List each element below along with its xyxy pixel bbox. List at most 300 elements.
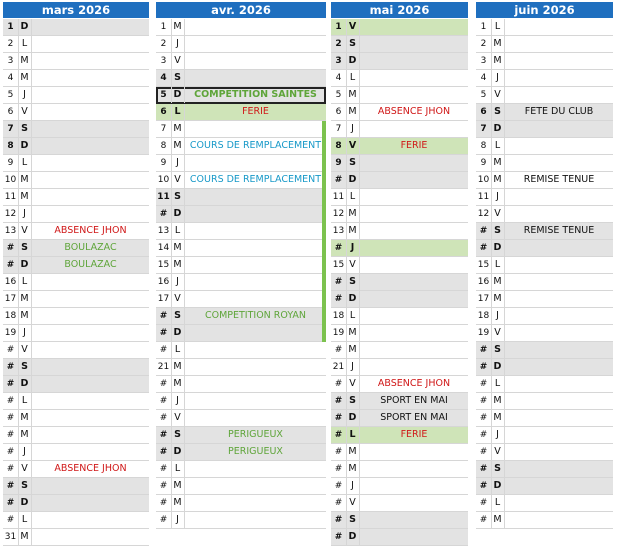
day-row[interactable]	[156, 36, 326, 53]
day-row[interactable]	[476, 172, 613, 189]
day-row[interactable]	[3, 342, 149, 359]
day-row[interactable]	[3, 19, 149, 36]
day-row[interactable]	[476, 274, 613, 291]
day-number: 12	[331, 206, 347, 222]
day-row[interactable]	[156, 291, 326, 308]
day-row[interactable]	[476, 444, 613, 461]
weekday-letter: V	[491, 206, 505, 222]
day-row[interactable]	[331, 529, 468, 546]
weekday-letter: L	[18, 274, 32, 290]
weekday-letter: M	[171, 478, 185, 494]
weekday-letter: D	[346, 172, 360, 188]
month-title: avr. 2026	[156, 2, 326, 18]
weekday-letter: S	[18, 121, 32, 137]
day-row[interactable]	[331, 206, 468, 223]
day-row[interactable]	[331, 325, 468, 342]
day-row[interactable]	[3, 461, 149, 478]
day-number: #	[476, 223, 492, 239]
day-row[interactable]	[476, 512, 613, 529]
day-row[interactable]	[156, 53, 326, 70]
day-row[interactable]	[331, 308, 468, 325]
day-number: #	[156, 308, 172, 324]
event-label: BOULAZAC	[64, 259, 117, 270]
day-row[interactable]	[331, 223, 468, 240]
day-number: #	[331, 376, 347, 392]
day-row[interactable]	[156, 172, 326, 189]
weekday-letter: J	[18, 444, 32, 460]
day-row[interactable]	[156, 138, 326, 155]
weekday-letter: S	[346, 36, 360, 52]
day-row[interactable]	[476, 223, 613, 240]
day-row[interactable]	[476, 308, 613, 325]
weekday-letter: L	[491, 138, 505, 154]
weekday-letter: J	[491, 308, 505, 324]
day-number: #	[156, 512, 172, 528]
day-row[interactable]	[156, 461, 326, 478]
weekday-letter: D	[346, 53, 360, 69]
day-row[interactable]	[331, 478, 468, 495]
day-row[interactable]	[476, 376, 613, 393]
month-title: juin 2026	[476, 2, 613, 18]
weekday-letter: J	[491, 189, 505, 205]
day-row[interactable]	[331, 104, 468, 121]
weekday-letter: S	[491, 223, 505, 239]
day-row[interactable]	[331, 240, 468, 257]
day-number: 3	[3, 53, 19, 69]
weekday-letter: M	[18, 189, 32, 205]
day-number: #	[3, 376, 19, 392]
day-number: #	[156, 461, 172, 477]
day-number: #	[3, 359, 19, 375]
day-number: 2	[156, 36, 172, 52]
day-number: 3	[331, 53, 347, 69]
day-list	[3, 19, 149, 546]
day-row[interactable]	[331, 121, 468, 138]
month-june	[476, 2, 613, 529]
weekday-letter: L	[491, 376, 505, 392]
day-row[interactable]	[3, 223, 149, 240]
day-row[interactable]	[331, 376, 468, 393]
period-bar	[322, 223, 326, 240]
day-row[interactable]	[3, 478, 149, 495]
weekday-letter: L	[491, 19, 505, 35]
weekday-letter: V	[346, 138, 360, 154]
day-row[interactable]	[156, 308, 326, 325]
day-number: 1	[476, 19, 492, 35]
day-number: 18	[476, 308, 492, 324]
day-number: #	[476, 512, 492, 528]
weekday-letter: J	[491, 70, 505, 86]
day-row[interactable]	[3, 410, 149, 427]
day-number: 19	[331, 325, 347, 341]
day-number: 9	[3, 155, 19, 171]
day-row[interactable]	[476, 138, 613, 155]
period-bar	[322, 138, 326, 155]
day-row[interactable]	[156, 87, 326, 104]
day-number: #	[476, 427, 492, 443]
day-row[interactable]	[156, 257, 326, 274]
day-row[interactable]	[476, 478, 613, 495]
weekday-letter: V	[171, 53, 185, 69]
day-number: 12	[3, 206, 19, 222]
day-row[interactable]	[331, 427, 468, 444]
day-number: 16	[476, 274, 492, 290]
day-row[interactable]	[156, 223, 326, 240]
weekday-letter: M	[171, 240, 185, 256]
period-bar	[322, 189, 326, 206]
day-number: #	[331, 410, 347, 426]
day-row[interactable]	[476, 240, 613, 257]
weekday-letter: J	[491, 427, 505, 443]
period-bar	[322, 257, 326, 274]
day-number: 18	[3, 308, 19, 324]
event-label: FERIE	[400, 140, 428, 151]
day-row[interactable]	[3, 172, 149, 189]
event-label: PERIGUEUX	[228, 429, 283, 440]
day-number: #	[476, 342, 492, 358]
event-label: BOULAZAC	[64, 242, 117, 253]
day-row[interactable]	[476, 189, 613, 206]
day-row[interactable]	[3, 512, 149, 529]
day-row[interactable]	[331, 393, 468, 410]
day-number: #	[331, 274, 347, 290]
day-number: 21	[156, 359, 172, 375]
day-number: 8	[476, 138, 492, 154]
day-number: #	[476, 495, 492, 511]
day-row[interactable]	[156, 393, 326, 410]
day-number: 7	[476, 121, 492, 137]
day-number: #	[156, 393, 172, 409]
day-row[interactable]	[476, 53, 613, 70]
day-row[interactable]	[331, 291, 468, 308]
period-bar	[322, 240, 326, 257]
day-row[interactable]	[476, 410, 613, 427]
day-number: #	[476, 393, 492, 409]
day-number: 15	[476, 257, 492, 273]
event-label: COURS DE REMPLACEMENT	[189, 140, 322, 151]
day-number: 17	[3, 291, 19, 307]
day-number: 14	[156, 240, 172, 256]
day-number: 10	[3, 172, 19, 188]
day-number: #	[3, 444, 19, 460]
day-number: #	[156, 427, 172, 443]
day-number: 4	[3, 70, 19, 86]
day-row[interactable]	[476, 19, 613, 36]
day-row[interactable]	[476, 206, 613, 223]
day-row[interactable]	[156, 70, 326, 87]
day-number: #	[3, 410, 19, 426]
day-row[interactable]	[156, 274, 326, 291]
day-row[interactable]	[3, 104, 149, 121]
weekday-letter: J	[171, 274, 185, 290]
weekday-letter: L	[18, 36, 32, 52]
day-number: 31	[3, 529, 19, 545]
day-number: 5	[331, 87, 347, 103]
day-row[interactable]	[3, 138, 149, 155]
day-number: 6	[156, 104, 172, 120]
weekday-letter: S	[18, 359, 32, 375]
day-row[interactable]	[156, 104, 326, 121]
day-row[interactable]	[3, 325, 149, 342]
day-row[interactable]	[3, 308, 149, 325]
day-row[interactable]	[156, 359, 326, 376]
day-row[interactable]	[331, 87, 468, 104]
day-row[interactable]	[156, 121, 326, 138]
day-number: 7	[331, 121, 347, 137]
period-bar	[322, 308, 326, 325]
day-row[interactable]	[331, 257, 468, 274]
weekday-letter: D	[346, 291, 360, 307]
day-number: 13	[331, 223, 347, 239]
day-row[interactable]	[3, 393, 149, 410]
weekday-letter: J	[171, 36, 185, 52]
day-number: 12	[476, 206, 492, 222]
day-number: #	[156, 342, 172, 358]
event-label: ABSENCE JHON	[377, 106, 451, 117]
weekday-letter: M	[346, 444, 360, 460]
weekday-letter: M	[171, 121, 185, 137]
day-row[interactable]	[331, 495, 468, 512]
day-row[interactable]	[156, 189, 326, 206]
day-row[interactable]	[3, 240, 149, 257]
day-row[interactable]	[331, 19, 468, 36]
day-row[interactable]	[476, 325, 613, 342]
weekday-letter: D	[491, 478, 505, 494]
month-title: mars 2026	[3, 2, 149, 18]
day-number: 13	[156, 223, 172, 239]
period-bar	[322, 121, 326, 138]
weekday-letter: M	[18, 308, 32, 324]
weekday-letter: M	[346, 325, 360, 341]
day-row[interactable]	[3, 376, 149, 393]
day-number: 17	[156, 291, 172, 307]
day-row[interactable]	[3, 274, 149, 291]
day-row[interactable]	[331, 172, 468, 189]
day-number: #	[3, 342, 19, 358]
day-row[interactable]	[3, 206, 149, 223]
day-row[interactable]	[3, 53, 149, 70]
day-number: 13	[3, 223, 19, 239]
weekday-letter: J	[346, 478, 360, 494]
day-row[interactable]	[156, 376, 326, 393]
day-number: #	[331, 172, 347, 188]
day-row[interactable]	[3, 444, 149, 461]
weekday-letter: J	[346, 359, 360, 375]
day-number: 18	[331, 308, 347, 324]
day-row[interactable]	[476, 70, 613, 87]
day-row[interactable]	[476, 495, 613, 512]
day-row[interactable]	[476, 36, 613, 53]
day-row[interactable]	[331, 444, 468, 461]
day-row[interactable]	[331, 53, 468, 70]
day-row[interactable]	[476, 121, 613, 138]
weekday-letter: V	[491, 444, 505, 460]
day-row[interactable]	[476, 393, 613, 410]
day-row[interactable]	[156, 19, 326, 36]
month-march	[3, 2, 149, 546]
day-number: 5	[476, 87, 492, 103]
day-row[interactable]	[3, 70, 149, 87]
weekday-letter: L	[346, 189, 360, 205]
month-april	[156, 2, 326, 529]
day-row[interactable]	[156, 342, 326, 359]
day-row[interactable]	[331, 342, 468, 359]
day-row[interactable]	[331, 36, 468, 53]
weekday-letter: D	[171, 444, 185, 460]
day-number: #	[156, 444, 172, 460]
day-number: 3	[156, 53, 172, 69]
day-row[interactable]	[476, 291, 613, 308]
day-number: 2	[3, 36, 19, 52]
day-number: 5	[156, 87, 172, 103]
weekday-letter: J	[18, 206, 32, 222]
day-row[interactable]	[156, 325, 326, 342]
weekday-letter: V	[346, 495, 360, 511]
day-number: #	[331, 291, 347, 307]
weekday-letter: D	[18, 376, 32, 392]
day-number: 8	[331, 138, 347, 154]
weekday-letter: V	[346, 257, 360, 273]
day-number: 1	[156, 19, 172, 35]
weekday-letter: L	[491, 495, 505, 511]
day-number: #	[156, 410, 172, 426]
day-row[interactable]	[331, 189, 468, 206]
day-row[interactable]	[331, 410, 468, 427]
day-row[interactable]	[331, 70, 468, 87]
day-row[interactable]	[3, 87, 149, 104]
day-number: #	[3, 512, 19, 528]
weekday-letter: D	[171, 87, 185, 103]
weekday-letter: D	[18, 138, 32, 154]
weekday-letter: M	[346, 104, 360, 120]
weekday-letter: D	[346, 529, 360, 545]
day-row[interactable]	[156, 495, 326, 512]
weekday-letter: M	[18, 172, 32, 188]
event-label: PERIGUEUX	[228, 446, 283, 457]
day-row[interactable]	[156, 240, 326, 257]
weekday-letter: L	[346, 308, 360, 324]
day-row[interactable]	[3, 155, 149, 172]
weekday-letter: L	[346, 427, 360, 443]
day-row[interactable]	[476, 104, 613, 121]
day-row[interactable]	[476, 427, 613, 444]
weekday-letter: S	[346, 393, 360, 409]
weekday-letter: S	[491, 342, 505, 358]
day-row[interactable]	[3, 427, 149, 444]
day-row[interactable]	[3, 121, 149, 138]
day-row[interactable]	[331, 359, 468, 376]
weekday-letter: M	[346, 87, 360, 103]
day-number: 1	[3, 19, 19, 35]
weekday-letter: J	[18, 325, 32, 341]
day-row[interactable]	[3, 495, 149, 512]
day-number: 17	[476, 291, 492, 307]
day-row[interactable]	[3, 257, 149, 274]
period-bar	[322, 206, 326, 223]
day-number: #	[156, 206, 172, 222]
day-row[interactable]	[156, 206, 326, 223]
day-row[interactable]	[156, 427, 326, 444]
weekday-letter: M	[18, 410, 32, 426]
weekday-letter: M	[491, 53, 505, 69]
day-row[interactable]	[331, 461, 468, 478]
day-row[interactable]	[476, 359, 613, 376]
weekday-letter: M	[171, 359, 185, 375]
weekday-letter: J	[171, 393, 185, 409]
day-row[interactable]	[331, 512, 468, 529]
weekday-letter: V	[491, 325, 505, 341]
day-row[interactable]	[156, 478, 326, 495]
period-bar	[322, 291, 326, 308]
weekday-letter: V	[346, 376, 360, 392]
period-bar	[322, 172, 326, 189]
day-number: #	[476, 410, 492, 426]
weekday-letter: V	[171, 410, 185, 426]
weekday-letter: M	[346, 461, 360, 477]
day-number: #	[3, 427, 19, 443]
day-row[interactable]	[476, 257, 613, 274]
weekday-letter: D	[491, 359, 505, 375]
day-row[interactable]	[331, 138, 468, 155]
day-row[interactable]	[156, 512, 326, 529]
day-row[interactable]	[3, 36, 149, 53]
day-row[interactable]	[156, 410, 326, 427]
day-number: #	[476, 240, 492, 256]
weekday-letter: M	[18, 70, 32, 86]
weekday-letter: L	[18, 155, 32, 171]
day-number: #	[3, 495, 19, 511]
day-row[interactable]	[3, 359, 149, 376]
day-number: 1	[331, 19, 347, 35]
period-bar	[322, 274, 326, 291]
day-number: 8	[156, 138, 172, 154]
weekday-letter: L	[171, 461, 185, 477]
weekday-letter: D	[171, 325, 185, 341]
event-label: FERIE	[400, 429, 428, 440]
weekday-letter: J	[18, 87, 32, 103]
day-row[interactable]	[3, 529, 149, 546]
weekday-letter: M	[491, 291, 505, 307]
day-row[interactable]	[476, 461, 613, 478]
day-row[interactable]	[156, 155, 326, 172]
day-number: 19	[476, 325, 492, 341]
day-row[interactable]	[156, 444, 326, 461]
day-row[interactable]	[476, 87, 613, 104]
weekday-letter: M	[491, 274, 505, 290]
day-row[interactable]	[3, 189, 149, 206]
weekday-letter: S	[346, 274, 360, 290]
weekday-letter: S	[171, 70, 185, 86]
weekday-letter: D	[491, 121, 505, 137]
weekday-letter: S	[18, 478, 32, 494]
day-number: #	[331, 478, 347, 494]
weekday-letter: L	[346, 70, 360, 86]
event-label: COURS DE REMPLACEMENT	[189, 174, 322, 185]
day-number: 21	[331, 359, 347, 375]
day-row[interactable]	[3, 291, 149, 308]
weekday-letter: J	[171, 155, 185, 171]
weekday-letter: V	[18, 342, 32, 358]
day-number: 6	[476, 104, 492, 120]
day-row[interactable]	[331, 274, 468, 291]
event-label: COMPETITION ROYAN	[204, 310, 307, 321]
weekday-letter: M	[491, 36, 505, 52]
day-row[interactable]	[331, 155, 468, 172]
day-row[interactable]	[476, 155, 613, 172]
weekday-letter: S	[491, 104, 505, 120]
day-row[interactable]	[476, 342, 613, 359]
period-bar	[322, 155, 326, 172]
